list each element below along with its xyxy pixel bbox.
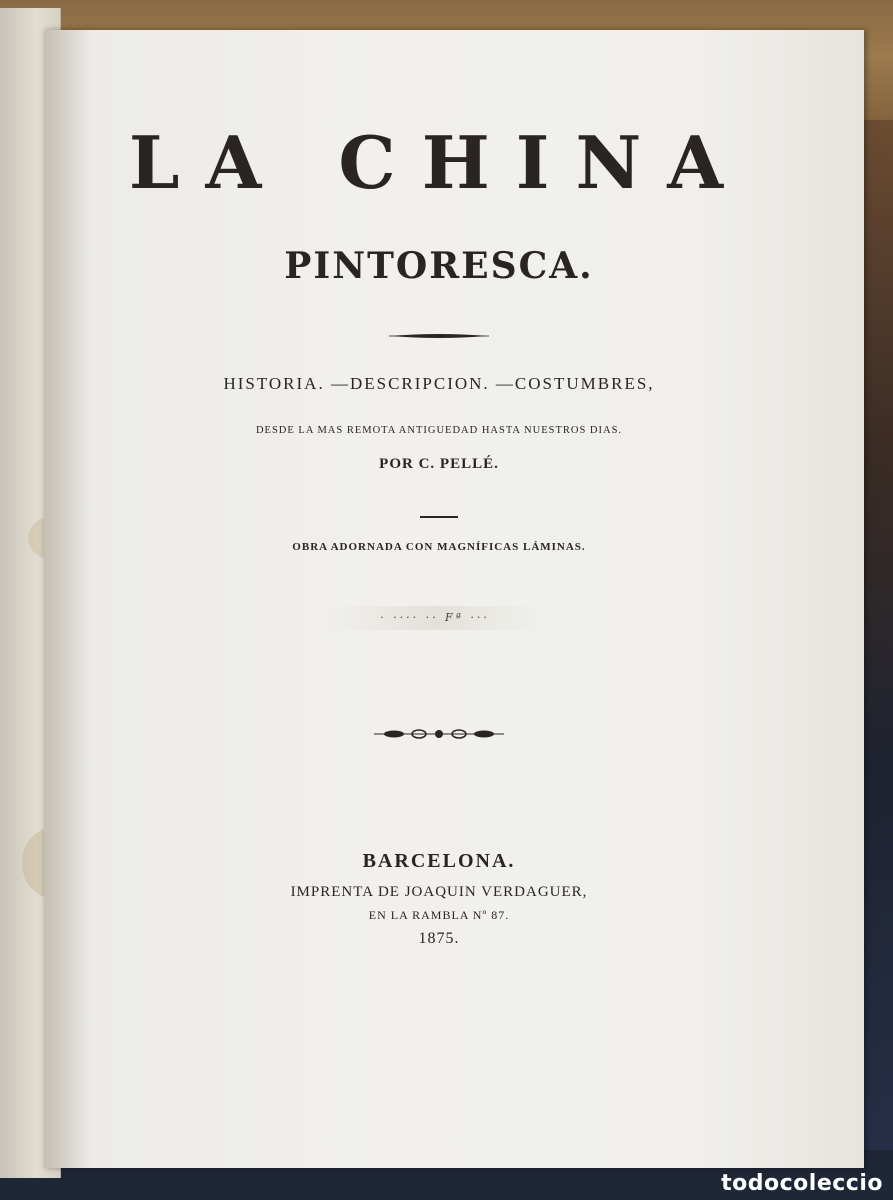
printer-name: IMPRENTA DE JOAQUIN VERDAGUER, xyxy=(290,884,588,900)
book-period: DESDE LA MAS REMOTA ANTIGUEDAD HASTA NUESTROS DIAS. xyxy=(255,425,623,436)
book-illustrations-note: OBRA ADORNADA CON MAGNÍFICAS LÁMINAS. xyxy=(292,541,586,553)
book-subtitle: PINTORESCA. xyxy=(284,245,594,287)
printer-address: EN LA RAMBLA Nº 87. xyxy=(368,908,510,922)
ornamental-rule xyxy=(44,326,834,345)
publication-year: 1875. xyxy=(418,930,460,947)
publication-city: BARCELONA. xyxy=(362,850,516,872)
ink-stamp: · ···· ·· Fª ··· xyxy=(330,606,540,630)
book-sections: HISTORIA. —DESCRIPCION. —COSTUMBRES, xyxy=(223,374,655,393)
site-watermark: todocoleccio xyxy=(721,1171,883,1196)
fleuron-icon xyxy=(374,727,504,741)
book-author: POR C. PELLÉ. xyxy=(379,456,499,472)
fleuron-ornament xyxy=(44,726,834,745)
book-title: LA CHINA xyxy=(128,120,750,205)
short-rule xyxy=(44,503,834,522)
ornamental-rule-icon xyxy=(389,331,489,341)
